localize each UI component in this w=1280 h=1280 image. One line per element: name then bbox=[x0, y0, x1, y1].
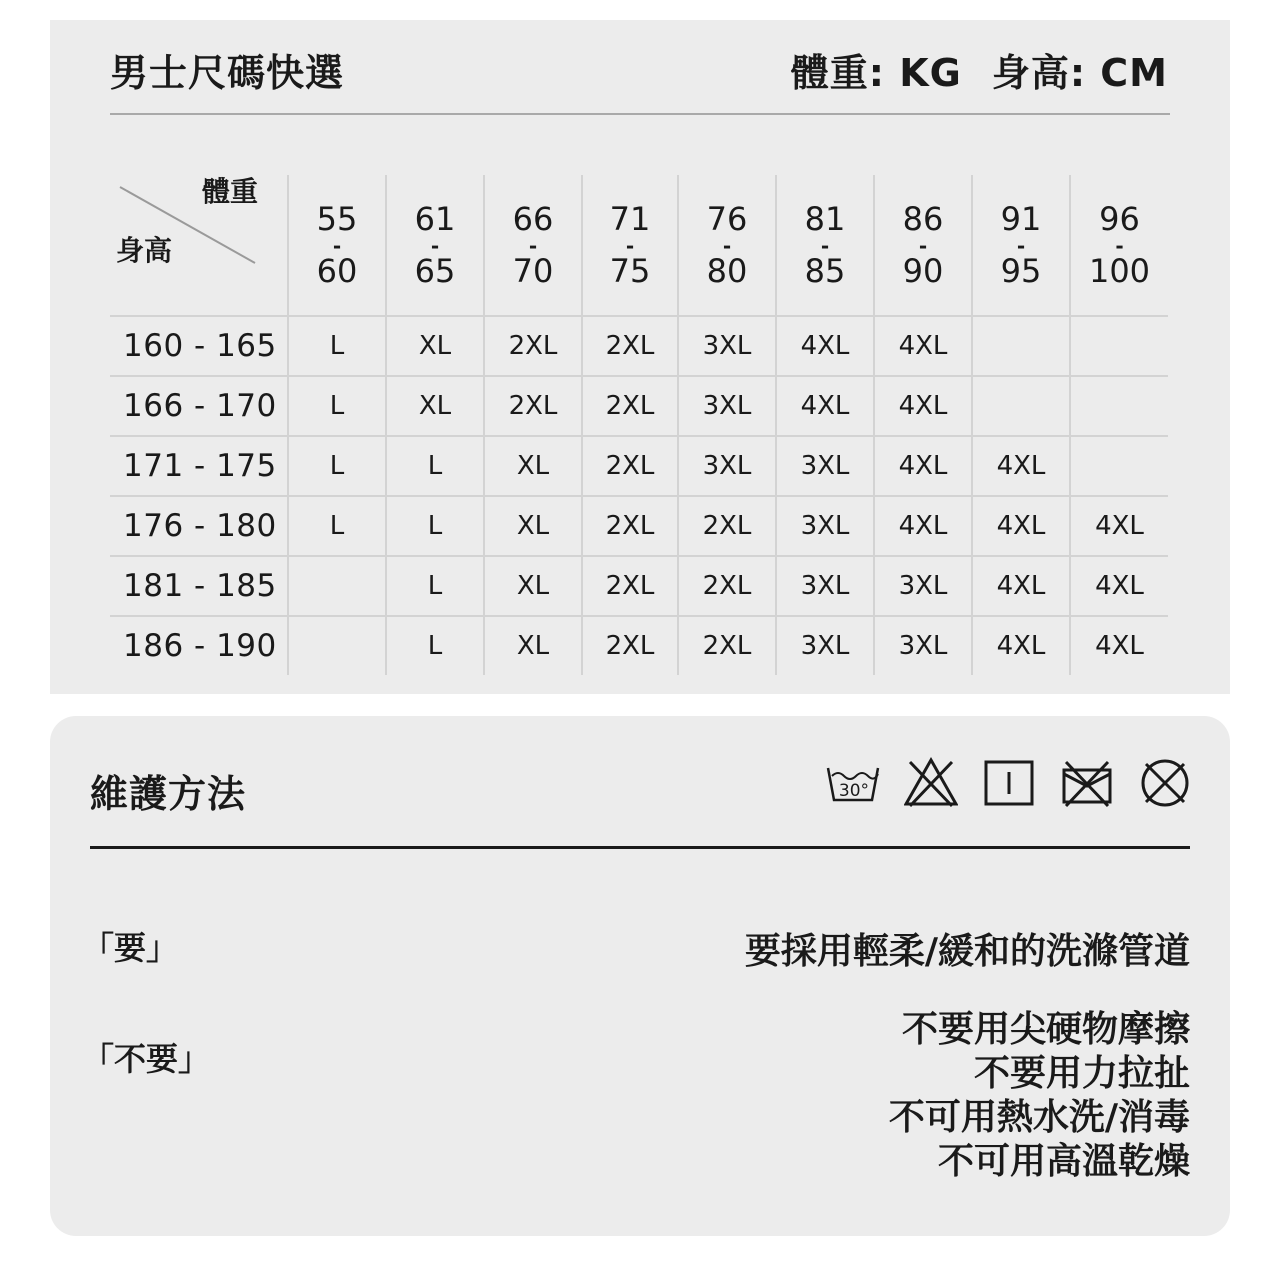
size-cell: XL bbox=[484, 436, 582, 496]
size-cell: L bbox=[386, 616, 484, 675]
size-cell: 4XL bbox=[874, 496, 972, 556]
no-dry-clean-icon bbox=[1060, 756, 1114, 810]
size-cell: 2XL bbox=[582, 496, 678, 556]
size-cell: L bbox=[288, 436, 386, 496]
weight-range-header bbox=[874, 175, 972, 316]
weight-range-header bbox=[1070, 175, 1168, 316]
height-range-cell: 186 - 190 bbox=[110, 616, 288, 675]
size-cell: 4XL bbox=[972, 436, 1070, 496]
weight-range-to: 80 bbox=[706, 252, 748, 290]
weight-range-dash: - bbox=[1115, 234, 1124, 258]
corner-height-label: 身高 bbox=[116, 234, 173, 267]
dont-item: 不要用力拉扯 bbox=[973, 1053, 1190, 1094]
weight-range-to: 95 bbox=[1000, 252, 1042, 290]
tumble-dry-icon bbox=[982, 756, 1036, 810]
size-cell: 2XL bbox=[484, 376, 582, 436]
size-cell: 4XL bbox=[776, 316, 874, 376]
size-cell: L bbox=[386, 496, 484, 556]
table-row bbox=[110, 556, 1168, 616]
height-range-cell: 181 - 185 bbox=[110, 556, 288, 616]
size-cell: 4XL bbox=[972, 616, 1070, 675]
no-bleach-icon bbox=[904, 756, 958, 810]
size-cell: 3XL bbox=[678, 316, 776, 376]
size-cell: 3XL bbox=[776, 496, 874, 556]
size-cell: 3XL bbox=[678, 376, 776, 436]
height-unit-label: 身高: CM bbox=[991, 51, 1168, 95]
weight-range-from: 81 bbox=[804, 200, 846, 238]
size-table-body bbox=[110, 316, 1168, 675]
table-row bbox=[110, 316, 1168, 376]
size-chart-panel bbox=[50, 20, 1230, 694]
weight-range bbox=[609, 200, 651, 290]
table-row bbox=[110, 496, 1168, 556]
weight-range-header bbox=[776, 175, 874, 316]
size-chart-units bbox=[761, 42, 1168, 97]
table-row bbox=[110, 376, 1168, 436]
wash-30-icon bbox=[826, 756, 880, 810]
weight-range-to: 60 bbox=[316, 252, 358, 290]
size-cell: L bbox=[288, 316, 386, 376]
weight-range-header bbox=[484, 175, 582, 316]
weight-range bbox=[1088, 200, 1151, 290]
weight-range-dash: - bbox=[430, 234, 440, 258]
weight-range-dash: - bbox=[722, 234, 732, 258]
size-cell: XL bbox=[386, 316, 484, 376]
table-corner-cell bbox=[110, 175, 288, 316]
weight-range-header bbox=[582, 175, 678, 316]
size-cell: 3XL bbox=[776, 556, 874, 616]
size-cell: 4XL bbox=[1070, 556, 1168, 616]
height-range-cell: 176 - 180 bbox=[110, 496, 288, 556]
size-cell bbox=[288, 556, 386, 616]
size-cell bbox=[972, 316, 1070, 376]
size-cell: L bbox=[386, 436, 484, 496]
weight-range-dash: - bbox=[820, 234, 830, 258]
size-cell: 4XL bbox=[1070, 496, 1168, 556]
weight-unit-label: 體重: KG bbox=[790, 51, 962, 95]
weight-range-from: 55 bbox=[316, 200, 358, 238]
weight-header-row bbox=[110, 175, 1168, 316]
weight-range-header bbox=[972, 175, 1070, 316]
weight-range-dash: - bbox=[1016, 234, 1026, 258]
size-cell: 3XL bbox=[776, 436, 874, 496]
weight-range-to: 65 bbox=[414, 252, 456, 290]
weight-range-from: 76 bbox=[706, 200, 748, 238]
corner-weight-label: 體重 bbox=[202, 175, 259, 208]
size-cell: 2XL bbox=[678, 496, 776, 556]
size-cell bbox=[1070, 436, 1168, 496]
weight-range-dash: - bbox=[332, 234, 342, 258]
weight-range bbox=[804, 200, 846, 290]
weight-range-header bbox=[678, 175, 776, 316]
size-cell: XL bbox=[484, 496, 582, 556]
weight-range bbox=[1000, 200, 1042, 290]
wash-temperature-label: 30° bbox=[838, 781, 870, 801]
size-cell: 2XL bbox=[582, 436, 678, 496]
weight-range-to: 75 bbox=[609, 252, 651, 290]
weight-range-from: 91 bbox=[1000, 200, 1042, 238]
size-chart-title: 男士尺碼快選 bbox=[110, 51, 345, 95]
weight-range-from: 96 bbox=[1099, 200, 1140, 238]
dont-item: 不可用熱水洗/消毒 bbox=[888, 1097, 1190, 1138]
size-table bbox=[110, 175, 1168, 675]
height-range-cell: 166 - 170 bbox=[110, 376, 288, 436]
size-cell: 3XL bbox=[776, 616, 874, 675]
dont-item: 不要用尖硬物摩擦 bbox=[901, 1009, 1190, 1050]
size-cell: L bbox=[288, 496, 386, 556]
size-cell: L bbox=[288, 376, 386, 436]
care-divider bbox=[90, 846, 1190, 849]
size-cell: 4XL bbox=[874, 376, 972, 436]
size-cell: 3XL bbox=[874, 556, 972, 616]
height-range-cell: 160 - 165 bbox=[110, 316, 288, 376]
table-row bbox=[110, 436, 1168, 496]
size-cell: XL bbox=[484, 616, 582, 675]
size-cell: 4XL bbox=[972, 496, 1070, 556]
size-cell: 2XL bbox=[484, 316, 582, 376]
do-label: 「要」 bbox=[82, 929, 179, 967]
weight-range-to: 90 bbox=[902, 252, 944, 290]
size-cell bbox=[1070, 376, 1168, 436]
size-cell: 4XL bbox=[972, 556, 1070, 616]
weight-range bbox=[512, 200, 554, 290]
size-cell: 2XL bbox=[582, 556, 678, 616]
weight-range-from: 66 bbox=[512, 200, 554, 238]
do-text: 要採用輕柔/緩和的洗滌管道 bbox=[744, 931, 1190, 972]
weight-range-from: 61 bbox=[414, 200, 456, 238]
size-cell: 3XL bbox=[678, 436, 776, 496]
weight-range-dash: - bbox=[918, 234, 928, 258]
no-tumble-dry-icon bbox=[1138, 756, 1192, 810]
size-cell: XL bbox=[484, 556, 582, 616]
weight-range-header bbox=[288, 175, 386, 316]
care-icons bbox=[826, 756, 1192, 810]
size-cell: 2XL bbox=[678, 556, 776, 616]
weight-range-from: 86 bbox=[902, 200, 944, 238]
size-cell: 2XL bbox=[582, 376, 678, 436]
weight-range-to: 85 bbox=[804, 252, 846, 290]
dont-item: 不可用高溫乾燥 bbox=[937, 1141, 1190, 1182]
size-cell bbox=[288, 616, 386, 675]
size-cell: 4XL bbox=[874, 436, 972, 496]
size-cell: L bbox=[386, 556, 484, 616]
weight-range bbox=[316, 200, 358, 290]
weight-range bbox=[414, 200, 456, 290]
weight-range bbox=[706, 200, 748, 290]
size-cell bbox=[1070, 316, 1168, 376]
weight-range-dash: - bbox=[528, 234, 538, 258]
care-panel bbox=[50, 716, 1230, 1236]
weight-range-to: 70 bbox=[512, 252, 554, 290]
table-row bbox=[110, 616, 1168, 675]
size-chart-divider bbox=[110, 113, 1170, 115]
care-title: 維護方法 bbox=[90, 772, 247, 816]
size-cell: 2XL bbox=[678, 616, 776, 675]
size-cell: 4XL bbox=[1070, 616, 1168, 675]
height-range-cell: 171 - 175 bbox=[110, 436, 288, 496]
size-cell bbox=[972, 376, 1070, 436]
size-cell: 2XL bbox=[582, 616, 678, 675]
size-cell: 2XL bbox=[582, 316, 678, 376]
weight-range-from: 71 bbox=[609, 200, 651, 238]
size-cell: 3XL bbox=[874, 616, 972, 675]
weight-range bbox=[902, 200, 944, 290]
weight-range-to: 100 bbox=[1088, 252, 1151, 290]
size-cell: 4XL bbox=[874, 316, 972, 376]
weight-range-dash: - bbox=[625, 234, 635, 258]
size-cell: XL bbox=[386, 376, 484, 436]
dont-label: 「不要」 bbox=[82, 1040, 211, 1078]
size-cell: 4XL bbox=[776, 376, 874, 436]
weight-range-header bbox=[386, 175, 484, 316]
dont-list bbox=[889, 1008, 1190, 1184]
